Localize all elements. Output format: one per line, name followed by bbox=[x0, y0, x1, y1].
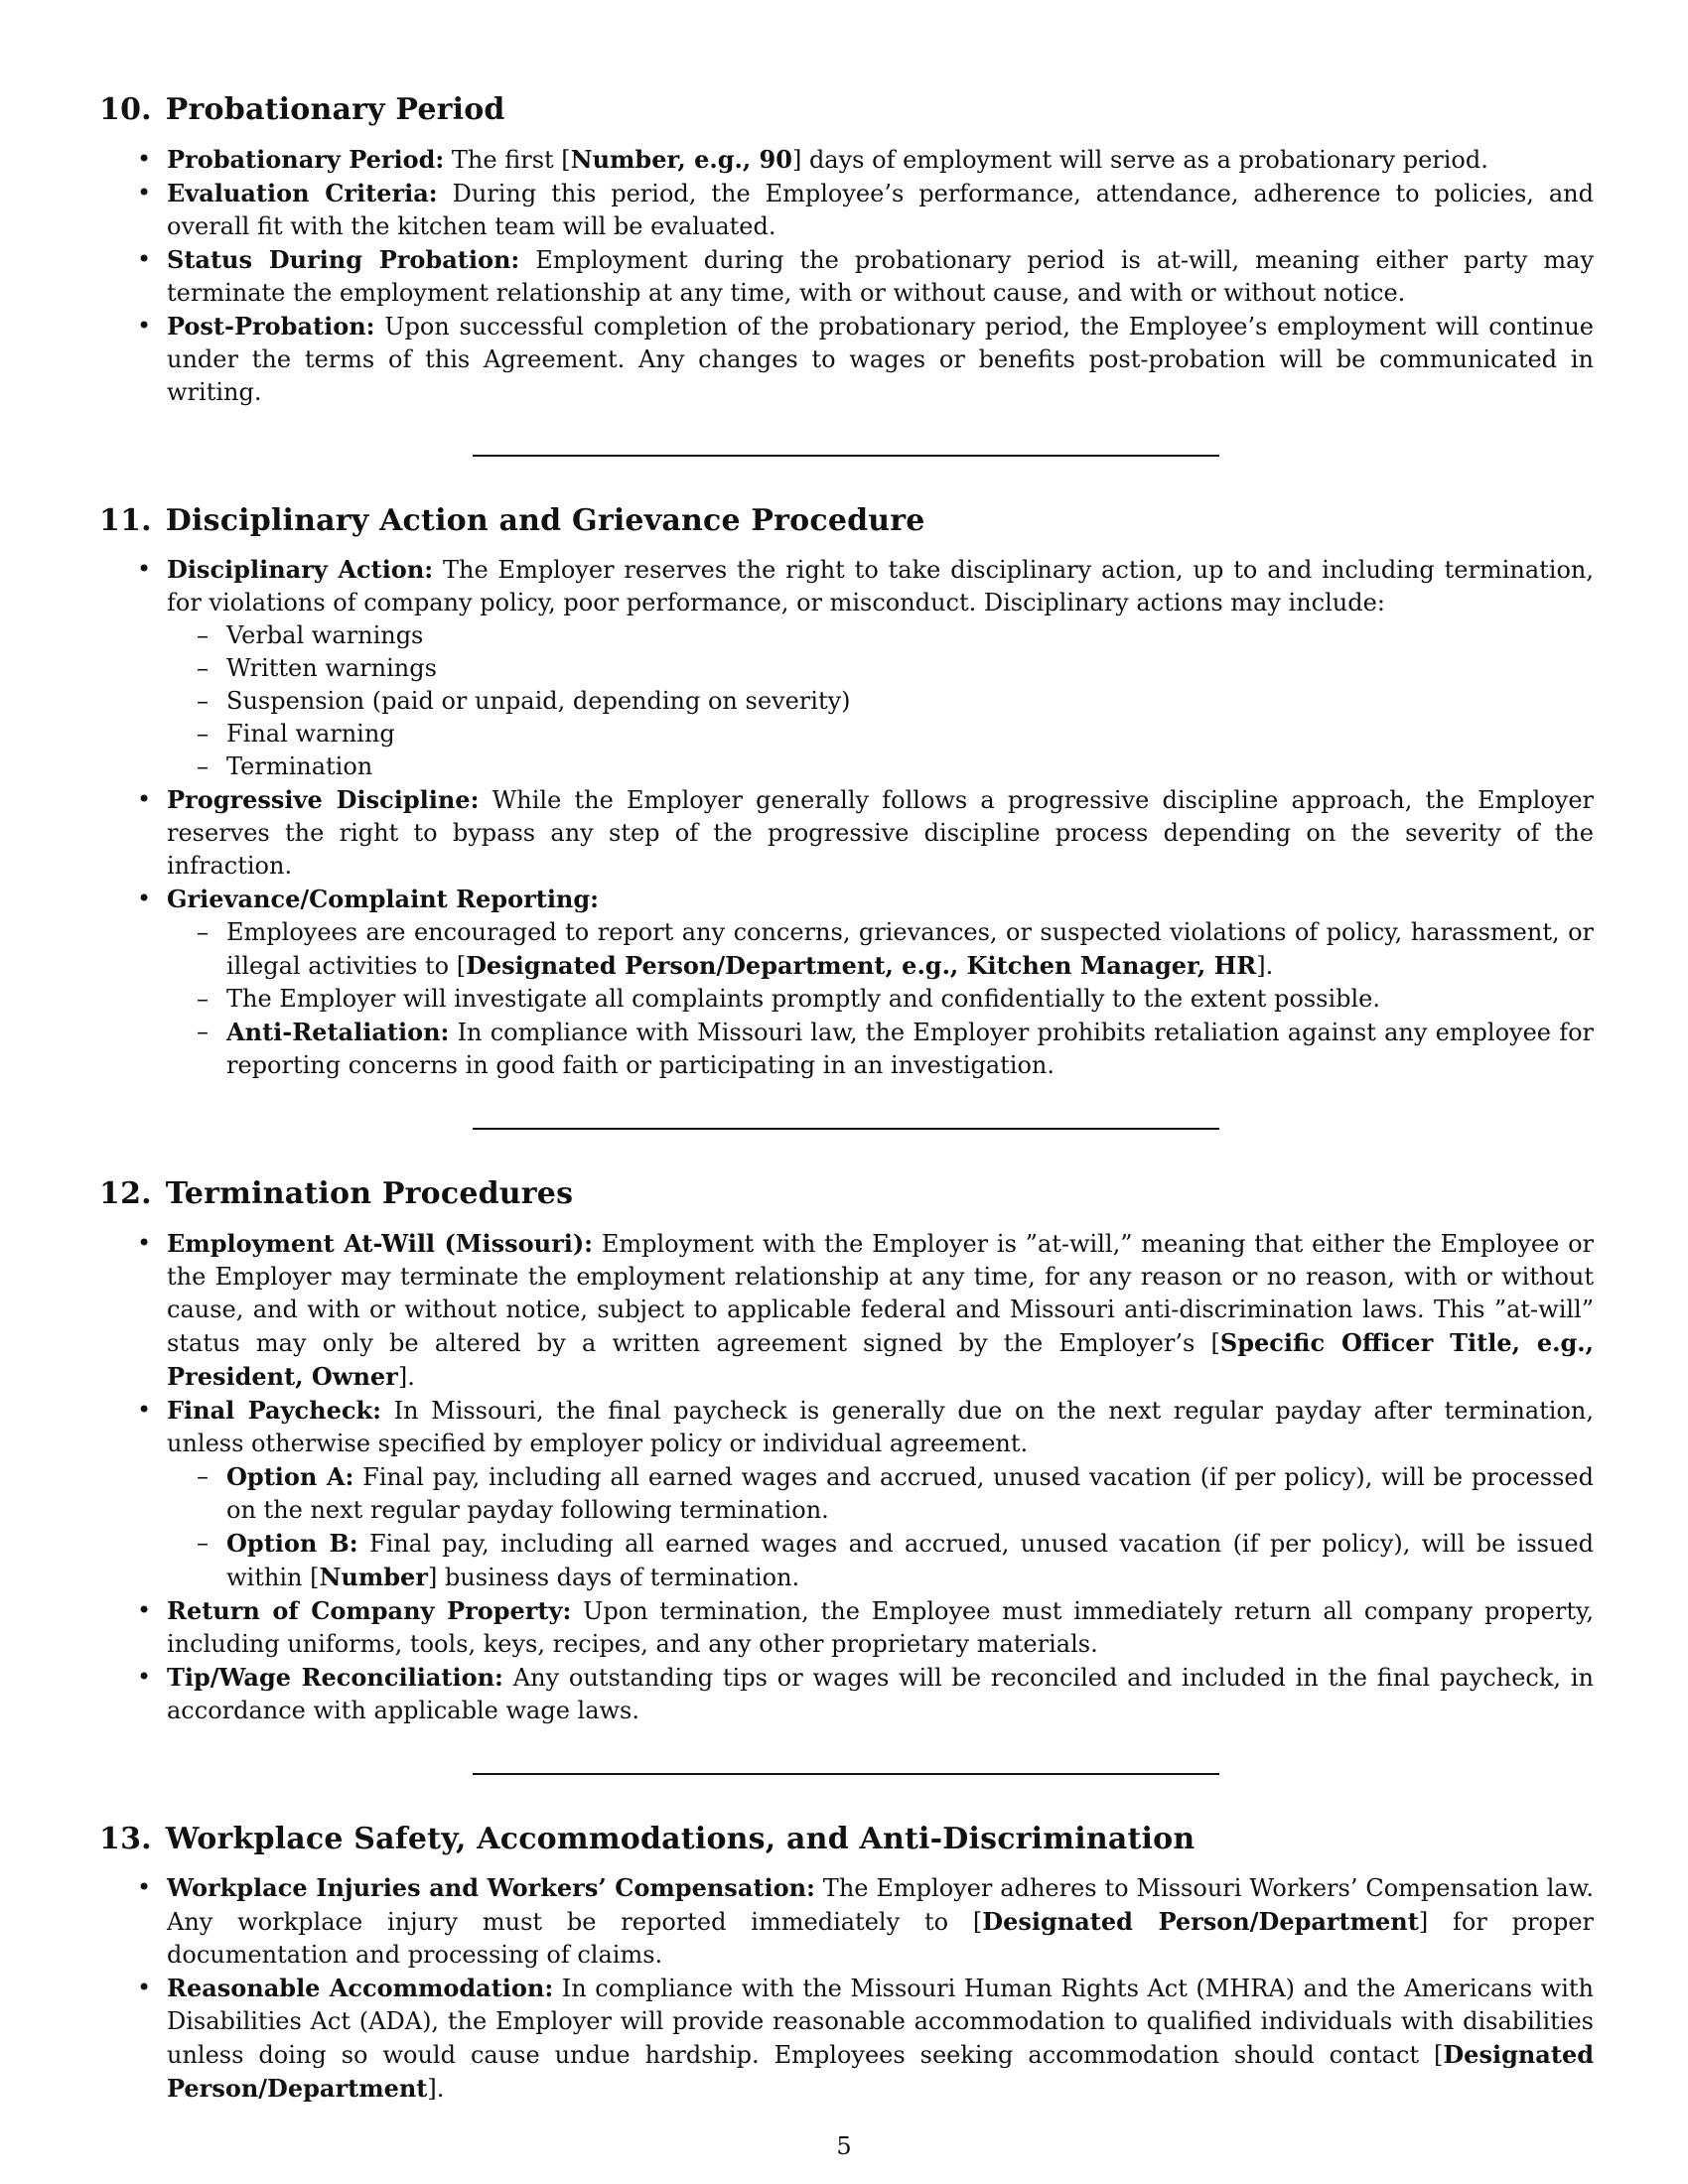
section-11-list bbox=[99, 553, 1594, 1082]
list-item: • Post-Probation: Upon successful completion of the probationary period, the Employee’s employment will continue under the terms of this Agreement. Any changes to wages or benefits post-probation will be communicated in writing. bbox=[99, 310, 1594, 409]
sub-list-item: – Written warnings bbox=[167, 652, 1594, 685]
page-number: 5 bbox=[836, 2132, 852, 2160]
list-item: • Progressive Discipline: While the Employer generally follows a progressive discipline approach, the Employer reserves the right to bypass any step of the progressive discipline process depending on the severity of the infraction. bbox=[99, 783, 1594, 883]
section-13-list bbox=[99, 1871, 1594, 2106]
page-content bbox=[99, 91, 1594, 2106]
sub-list-item: – Option A: Final pay, including all earned wages and accrued, unused vacation (if per policy), will be processed on the next regular payday following termination. bbox=[167, 1460, 1594, 1527]
list-item: • Reasonable Accommodation: In compliance with the Missouri Human Rights Act (MHRA) and the Americans with Disabilities Act (ADA), the Employer will provide reasonable accommodation to qualified individuals with disabilities unless doing so would cause undue hardship. Employees seeking accommodation should contact [Designated Person/Department]. bbox=[99, 1972, 1594, 2106]
disciplinary-actions-list bbox=[167, 619, 1594, 783]
list-item: • Status During Probation: Employment during the probationary period is at-will, meaning either party may terminate the employment relationship at any time, with or without cause, and with or without notice. bbox=[99, 243, 1594, 310]
placeholder-field: Number, e.g., 90 bbox=[570, 144, 792, 174]
final-pay-options-list bbox=[167, 1460, 1594, 1594]
sub-list-item: – The Employer will investigate all complaints promptly and confidentially to the extent possible. bbox=[167, 983, 1594, 1016]
list-item: • Evaluation Criteria: During this period, the Employee’s performance, attendance, adherence to policies, and overall fit with the kitchen team will be evaluated. bbox=[99, 177, 1594, 243]
list-item: • Disciplinary Action: The Employer reserves the right to take disciplinary action, up to and including termination, for violations of company policy, poor performance, or misconduct. Disciplinary actions may include: – Verbal warnings – Written warnings – Suspension (paid or unpaid, depending on severity) – Final warning – Termination bbox=[99, 553, 1594, 783]
placeholder-field: Designated Person/Department bbox=[982, 1907, 1419, 1936]
list-item: • Return of Company Property: Upon termination, the Employee must immediately return all company property, including uniforms, tools, keys, recipes, and any other proprietary materials. bbox=[99, 1594, 1594, 1661]
sub-list-item: – Option B: Final pay, including all earned wages and accrued, unused vacation (if per policy), will be issued within [Number] business days of termination. bbox=[167, 1527, 1594, 1594]
sub-list-item: – Suspension (paid or unpaid, depending on severity) bbox=[167, 685, 1594, 718]
section-divider bbox=[473, 1128, 1219, 1130]
section-10-list bbox=[99, 143, 1594, 409]
sub-list-item: – Final warning bbox=[167, 718, 1594, 751]
section-heading-11: 11. Disciplinary Action and Grievance Procedure bbox=[99, 502, 925, 538]
section-12-list bbox=[99, 1227, 1594, 1727]
section-heading-10: 10. Probationary Period bbox=[99, 92, 505, 127]
section-heading-12: 12. Termination Procedures bbox=[99, 1176, 574, 1211]
section-heading-13: 13. Workplace Safety, Accommodations, and Anti-Discrimination bbox=[99, 1821, 1196, 1856]
section-divider bbox=[473, 1773, 1219, 1775]
list-item: • Workplace Injuries and Workers’ Compensation: The Employer adheres to Missouri Workers’ Compensation law. Any workplace injury must be reported immediately to [Designated Person/Department] for proper documentation and processing of claims. bbox=[99, 1871, 1594, 1972]
sub-list-item: – Anti-Retaliation: In compliance with Missouri law, the Employer prohibits retaliation against any employee for reporting concerns in good faith or participating in an investigation. bbox=[167, 1016, 1594, 1082]
list-item: • Grievance/Complaint Reporting: – Employees are encouraged to report any concerns, grievances, or suspected violations of policy, harassment, or illegal activities to [Designated Person/Department, e.g., Kitchen Manager, HR]. – The Employer will investigate all complaints promptly and confidentially to the extent possible. – Anti-Retaliation: In compliance with Missouri law, the Employer prohibits retaliation against any employee for reporting concerns in good faith or participating in an investigation. bbox=[99, 883, 1594, 1082]
list-item: • Final Paycheck: In Missouri, the final paycheck is generally due on the next regular payday after termination, unless otherwise specified by employer policy or individual agreement. – Option A: Final pay, including all earned wages and accrued, unused vacation (if per policy), will be processed on the next regular payday following termination. – Option B: Final pay, including all earned wages and accrued, unused vacation (if per policy), will be issued within [Number] business days of termination. bbox=[99, 1394, 1594, 1594]
sub-list-item: – Termination bbox=[167, 751, 1594, 783]
placeholder-field: Designated Person/Department bbox=[167, 2040, 1594, 2103]
placeholder-field: Specific Officer Title, e.g., President, Owner bbox=[167, 1327, 1594, 1391]
sub-list-item: – Employees are encouraged to report any concerns, grievances, or suspected violations of policy, harassment, or illegal activities to [Designated Person/Department, e.g., Kitchen Manager, HR]. bbox=[167, 916, 1594, 983]
list-item: • Tip/Wage Reconciliation: Any outstanding tips or wages will be reconciled and included in the final paycheck, in accordance with applicable wage laws. bbox=[99, 1661, 1594, 1727]
section-divider bbox=[473, 455, 1219, 457]
placeholder-field: Designated Person/Department, e.g., Kitchen Manager, HR bbox=[466, 951, 1257, 980]
placeholder-field: Number bbox=[319, 1562, 428, 1591]
list-item: • Probationary Period: The first [Number, e.g., 90] days of employment will serve as a probationary period. bbox=[99, 143, 1594, 177]
grievance-list bbox=[167, 916, 1594, 1082]
sub-list-item: – Verbal warnings bbox=[167, 619, 1594, 652]
list-item: • Employment At-Will (Missouri): Employment with the Employer is ”at-will,” meaning that either the Employee or the Employer may terminate the employment relationship at any time, for any reason or no reason, with or without cause, and with or without notice, subject to applicable federal and Missouri anti-discrimination laws. This ”at-will” status may only be altered by a written agreement signed by the Employer’s [Specific Officer Title, e.g., President, Owner]. bbox=[99, 1227, 1594, 1394]
